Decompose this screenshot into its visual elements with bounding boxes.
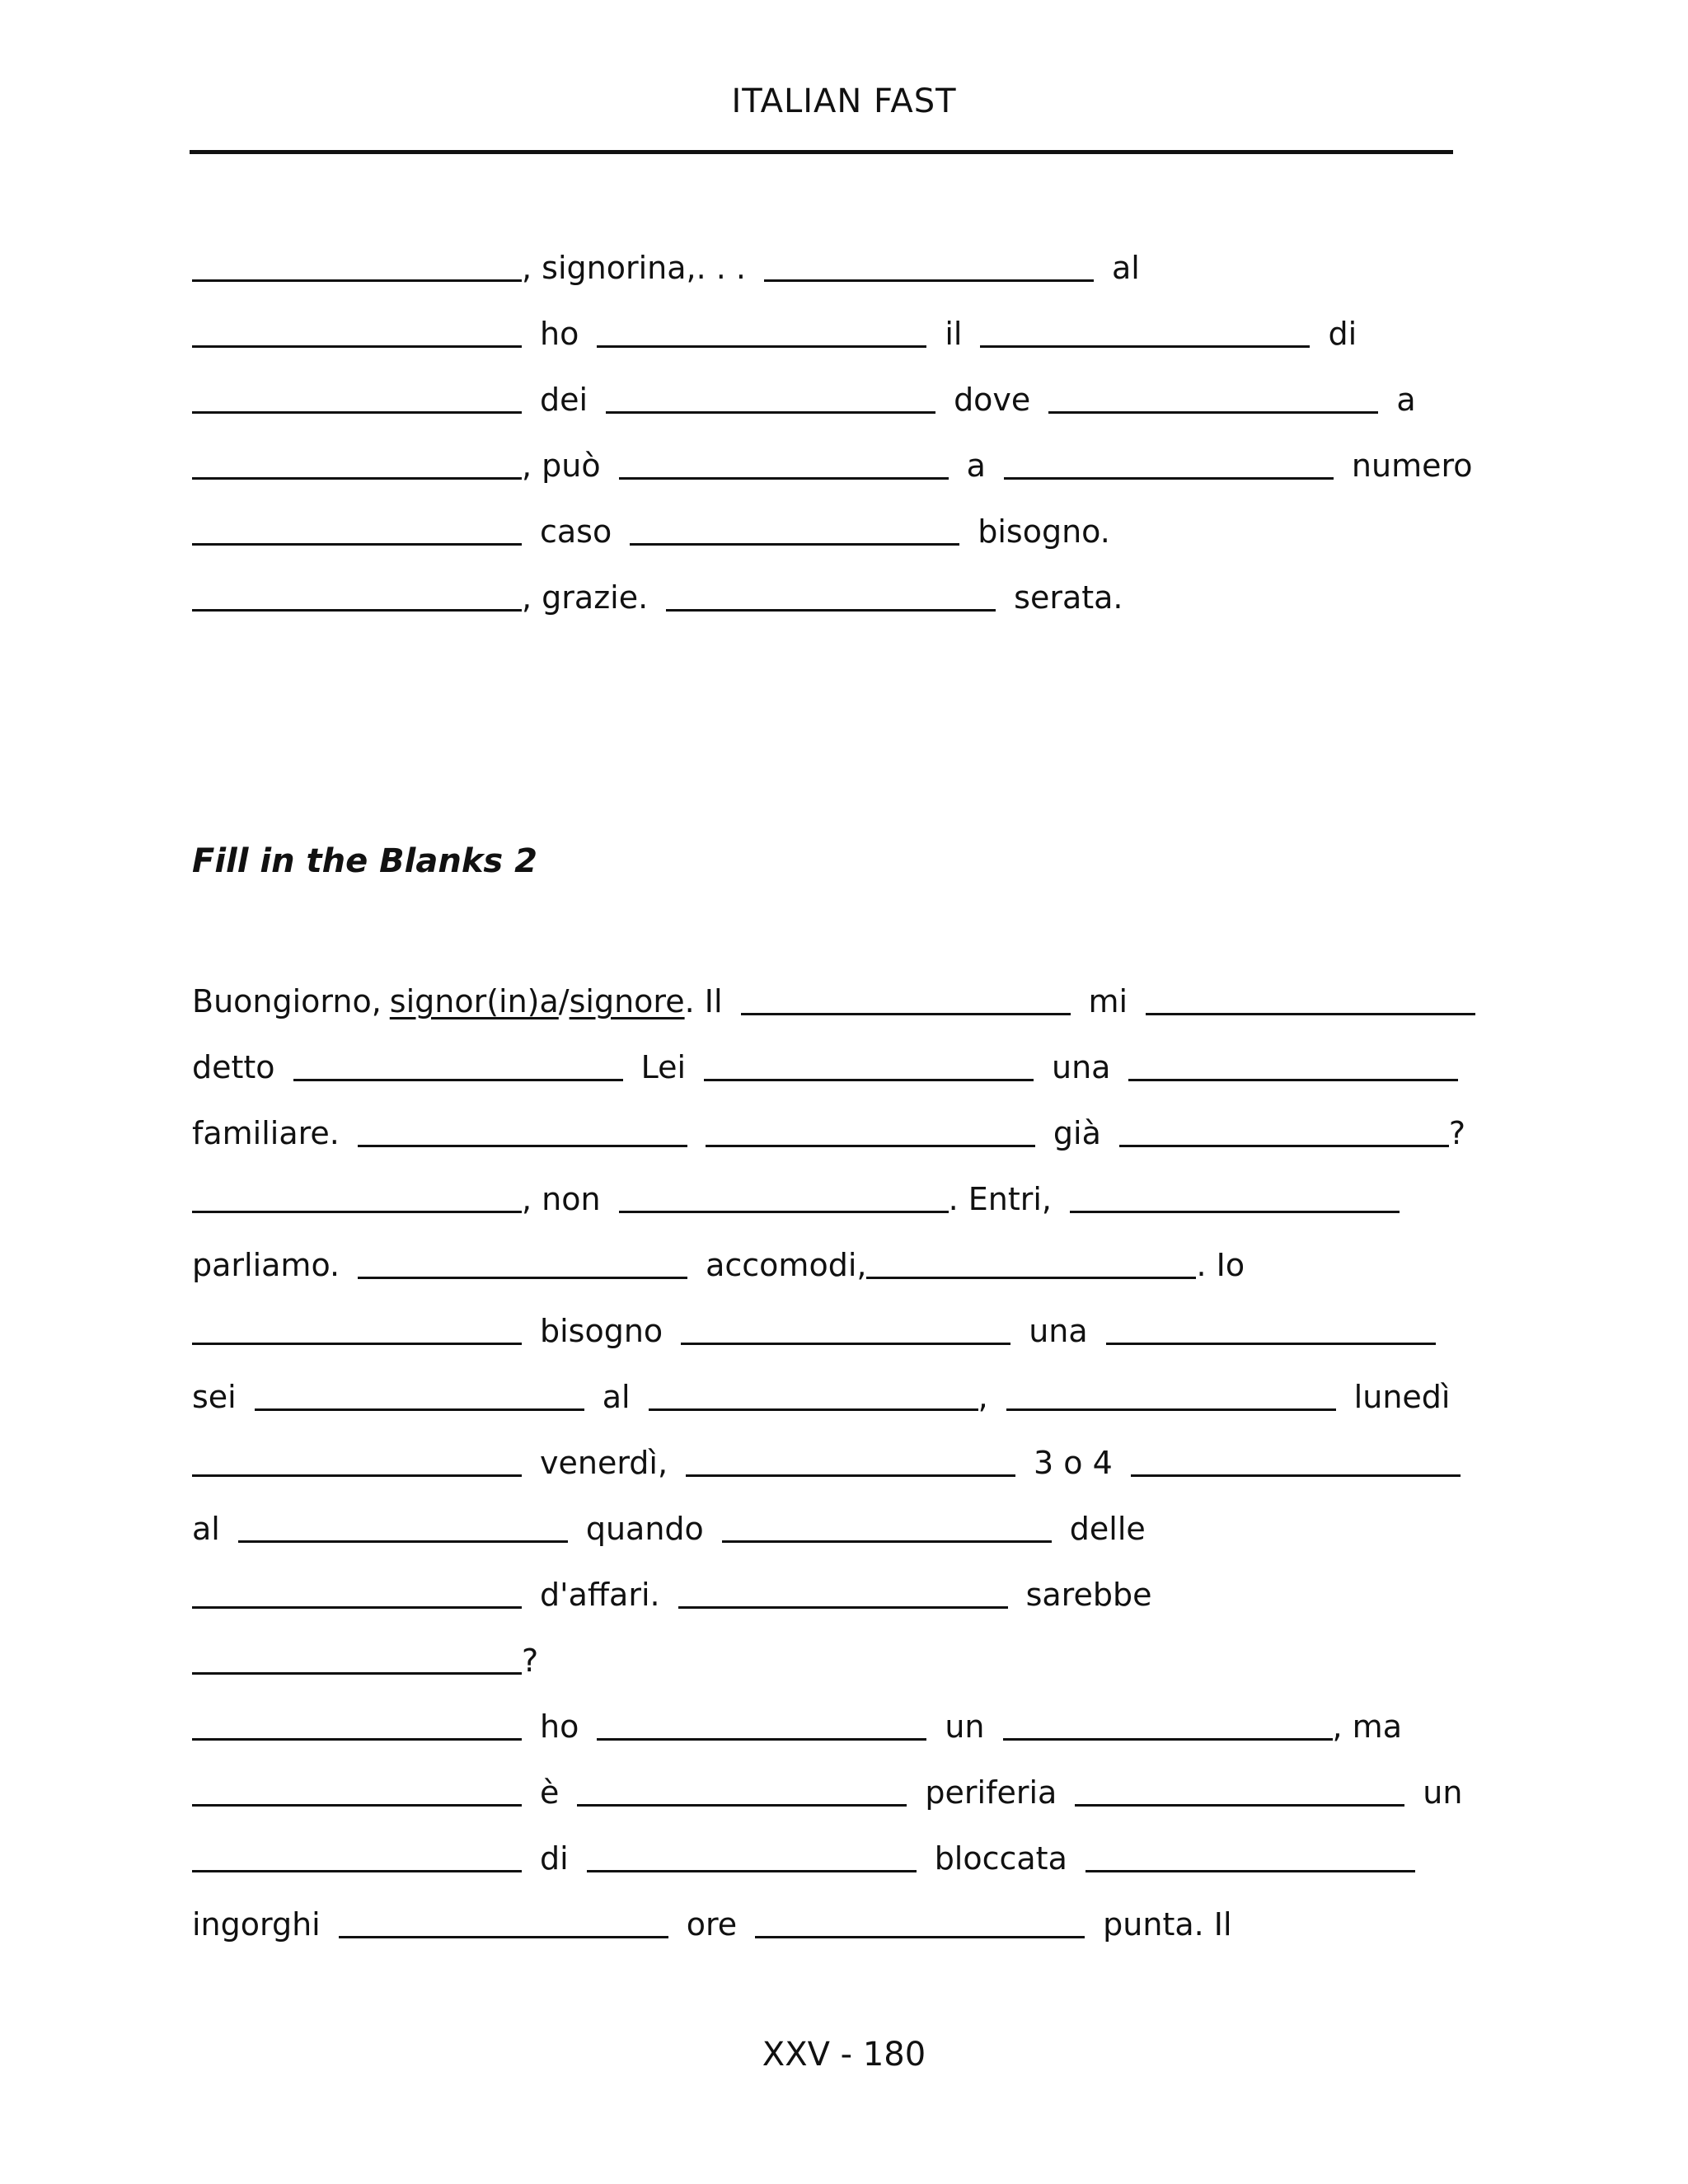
exercise-line [192,437,1473,483]
line-word: serata. [1014,579,1123,616]
line-word: a [1396,382,1416,418]
line-word: al [192,1511,220,1547]
blank-field[interactable] [606,411,935,414]
blank-field[interactable] [755,1936,1085,1938]
line-word: detto [192,1049,275,1085]
line-word: . Il [684,983,723,1019]
line-word: già [1053,1115,1101,1151]
blank-field[interactable] [1048,411,1378,414]
line-word: a [966,448,986,484]
line-word: al [1112,250,1140,286]
line-word: ore [686,1906,738,1943]
line-word: ? [522,1643,539,1679]
exercise-line [192,305,1357,351]
line-word: , grazie. [522,579,649,616]
blank-field[interactable] [1070,1211,1400,1213]
line-word: bloccata [934,1840,1067,1877]
line-word: d'affari. [540,1577,660,1613]
blank-field[interactable] [686,1474,1015,1477]
line-word: al [602,1379,631,1415]
blank-field[interactable] [192,609,522,612]
line-word: Lei [640,1049,687,1085]
line-word: delle [1069,1511,1146,1547]
blank-field[interactable] [980,345,1310,348]
line-word: ? [1448,1115,1466,1151]
blank-field[interactable] [192,1804,522,1807]
blank-field[interactable] [866,1277,1196,1279]
section-title: Fill in the Blanks 2 [192,842,537,880]
exercise-line [192,1566,1151,1612]
blank-field[interactable] [666,609,996,612]
line-word: bisogno [540,1313,663,1349]
line-word: il [945,316,963,352]
line-word: lunedì [1353,1379,1451,1415]
line-word: periferia [925,1774,1057,1811]
line-word: di [540,1840,569,1877]
blank-field[interactable] [1003,1738,1333,1741]
exercise-line [192,569,1123,615]
line-word: . Entri, [948,1181,1052,1217]
blank-field[interactable] [339,1936,668,1938]
exercise-line [192,1104,1465,1151]
line-word: sei [192,1379,237,1415]
line-word: , ma [1332,1708,1402,1745]
blank-field[interactable] [358,1277,687,1279]
page-header-title: ITALIAN FAST [731,82,957,120]
blank-field[interactable] [577,1804,907,1807]
line-word: mi [1088,983,1128,1019]
exercise-line [192,1302,1436,1348]
blank-field[interactable] [1004,477,1334,480]
exercise-line [192,1500,1146,1546]
blank-field[interactable] [587,1870,917,1872]
blank-field[interactable] [238,1540,568,1543]
blank-field[interactable] [630,543,959,546]
line-word: familiare. [192,1115,340,1151]
line-word: dove [954,382,1031,418]
blank-field[interactable] [192,1343,522,1345]
line-word: punta. Il [1103,1906,1232,1943]
line-word: ingorghi [192,1906,321,1943]
line-word: bisogno. [978,513,1110,550]
line-word: , può [522,448,601,484]
exercise-line [192,503,1110,549]
line-word: , non [522,1181,601,1217]
blank-field[interactable] [681,1343,1010,1345]
line-word: ho [540,1708,579,1745]
line-word: . Io [1196,1247,1245,1283]
blank-field[interactable] [1075,1804,1404,1807]
blank-field[interactable] [1146,1013,1475,1015]
blank-field[interactable] [1106,1343,1436,1345]
exercise-line [192,1896,1232,1942]
exercise-line [192,1434,1461,1480]
line-word: ho [540,316,579,352]
blank-field[interactable] [255,1408,584,1411]
blank-field[interactable] [619,1211,949,1213]
line-word: venerdì, [540,1445,668,1481]
blank-field[interactable] [192,1870,522,1872]
blank-field[interactable] [192,543,522,546]
exercise-line [192,371,1416,417]
blank-field[interactable] [192,1211,522,1213]
blank-field[interactable] [706,1145,1035,1147]
line-word: di [1328,316,1357,352]
line-word: , [978,1379,988,1415]
exercise-line [192,1038,1458,1085]
blank-field[interactable] [741,1013,1071,1015]
exercise-line [192,1170,1400,1216]
blank-field[interactable] [597,345,926,348]
blank-field[interactable] [1006,1408,1336,1411]
line-word: , signorina,. . . [522,250,746,286]
line-word: Buongiorno, [192,983,382,1019]
underlined-word: signor(in)a [389,983,559,1019]
blank-field[interactable] [192,477,522,480]
blank-field[interactable] [649,1408,978,1411]
line-word: accomodi, [706,1247,867,1283]
line-word: sarebbe [1025,1577,1152,1613]
line-word: una [1052,1049,1111,1085]
blank-field[interactable] [1128,1079,1458,1081]
line-word: parliamo. [192,1247,340,1283]
blank-field[interactable] [1085,1870,1415,1872]
line-word: una [1029,1313,1088,1349]
page-number: XXV - 180 [762,2036,926,2074]
blank-field[interactable] [192,279,522,282]
line-word: numero [1351,448,1473,484]
exercise-line [192,1236,1245,1282]
blank-field[interactable] [678,1606,1008,1609]
exercise-line [192,1764,1462,1810]
blank-field[interactable] [1131,1474,1461,1477]
blank-field[interactable] [293,1079,623,1081]
line-word: un [1423,1774,1463,1811]
blank-field[interactable] [192,345,522,348]
exercise-line [192,1830,1415,1876]
line-word: quando [585,1511,704,1547]
exercise-line [192,1632,538,1678]
blank-field[interactable] [722,1540,1052,1543]
blank-field[interactable] [192,411,522,414]
blank-field[interactable] [597,1738,926,1741]
blank-field[interactable] [192,1672,522,1675]
line-word: un [945,1708,985,1745]
line-word: caso [540,513,612,550]
line-word: 3 o 4 [1034,1445,1113,1481]
exercise-line [192,1698,1402,1744]
header-rule [190,150,1453,154]
blank-field[interactable] [619,477,949,480]
blank-field[interactable] [1119,1145,1449,1147]
blank-field[interactable] [704,1079,1034,1081]
blank-field[interactable] [192,1474,522,1477]
underlined-word: signore [569,983,685,1019]
exercise-line [192,1368,1450,1414]
exercise-line [192,972,1475,1019]
line-word: è [540,1774,560,1811]
blank-field[interactable] [358,1145,687,1147]
line-word: dei [540,382,588,418]
blank-field[interactable] [192,1606,522,1609]
line-word: / [558,983,570,1019]
exercise-line [192,239,1140,285]
blank-field[interactable] [192,1738,522,1741]
blank-field[interactable] [764,279,1094,282]
